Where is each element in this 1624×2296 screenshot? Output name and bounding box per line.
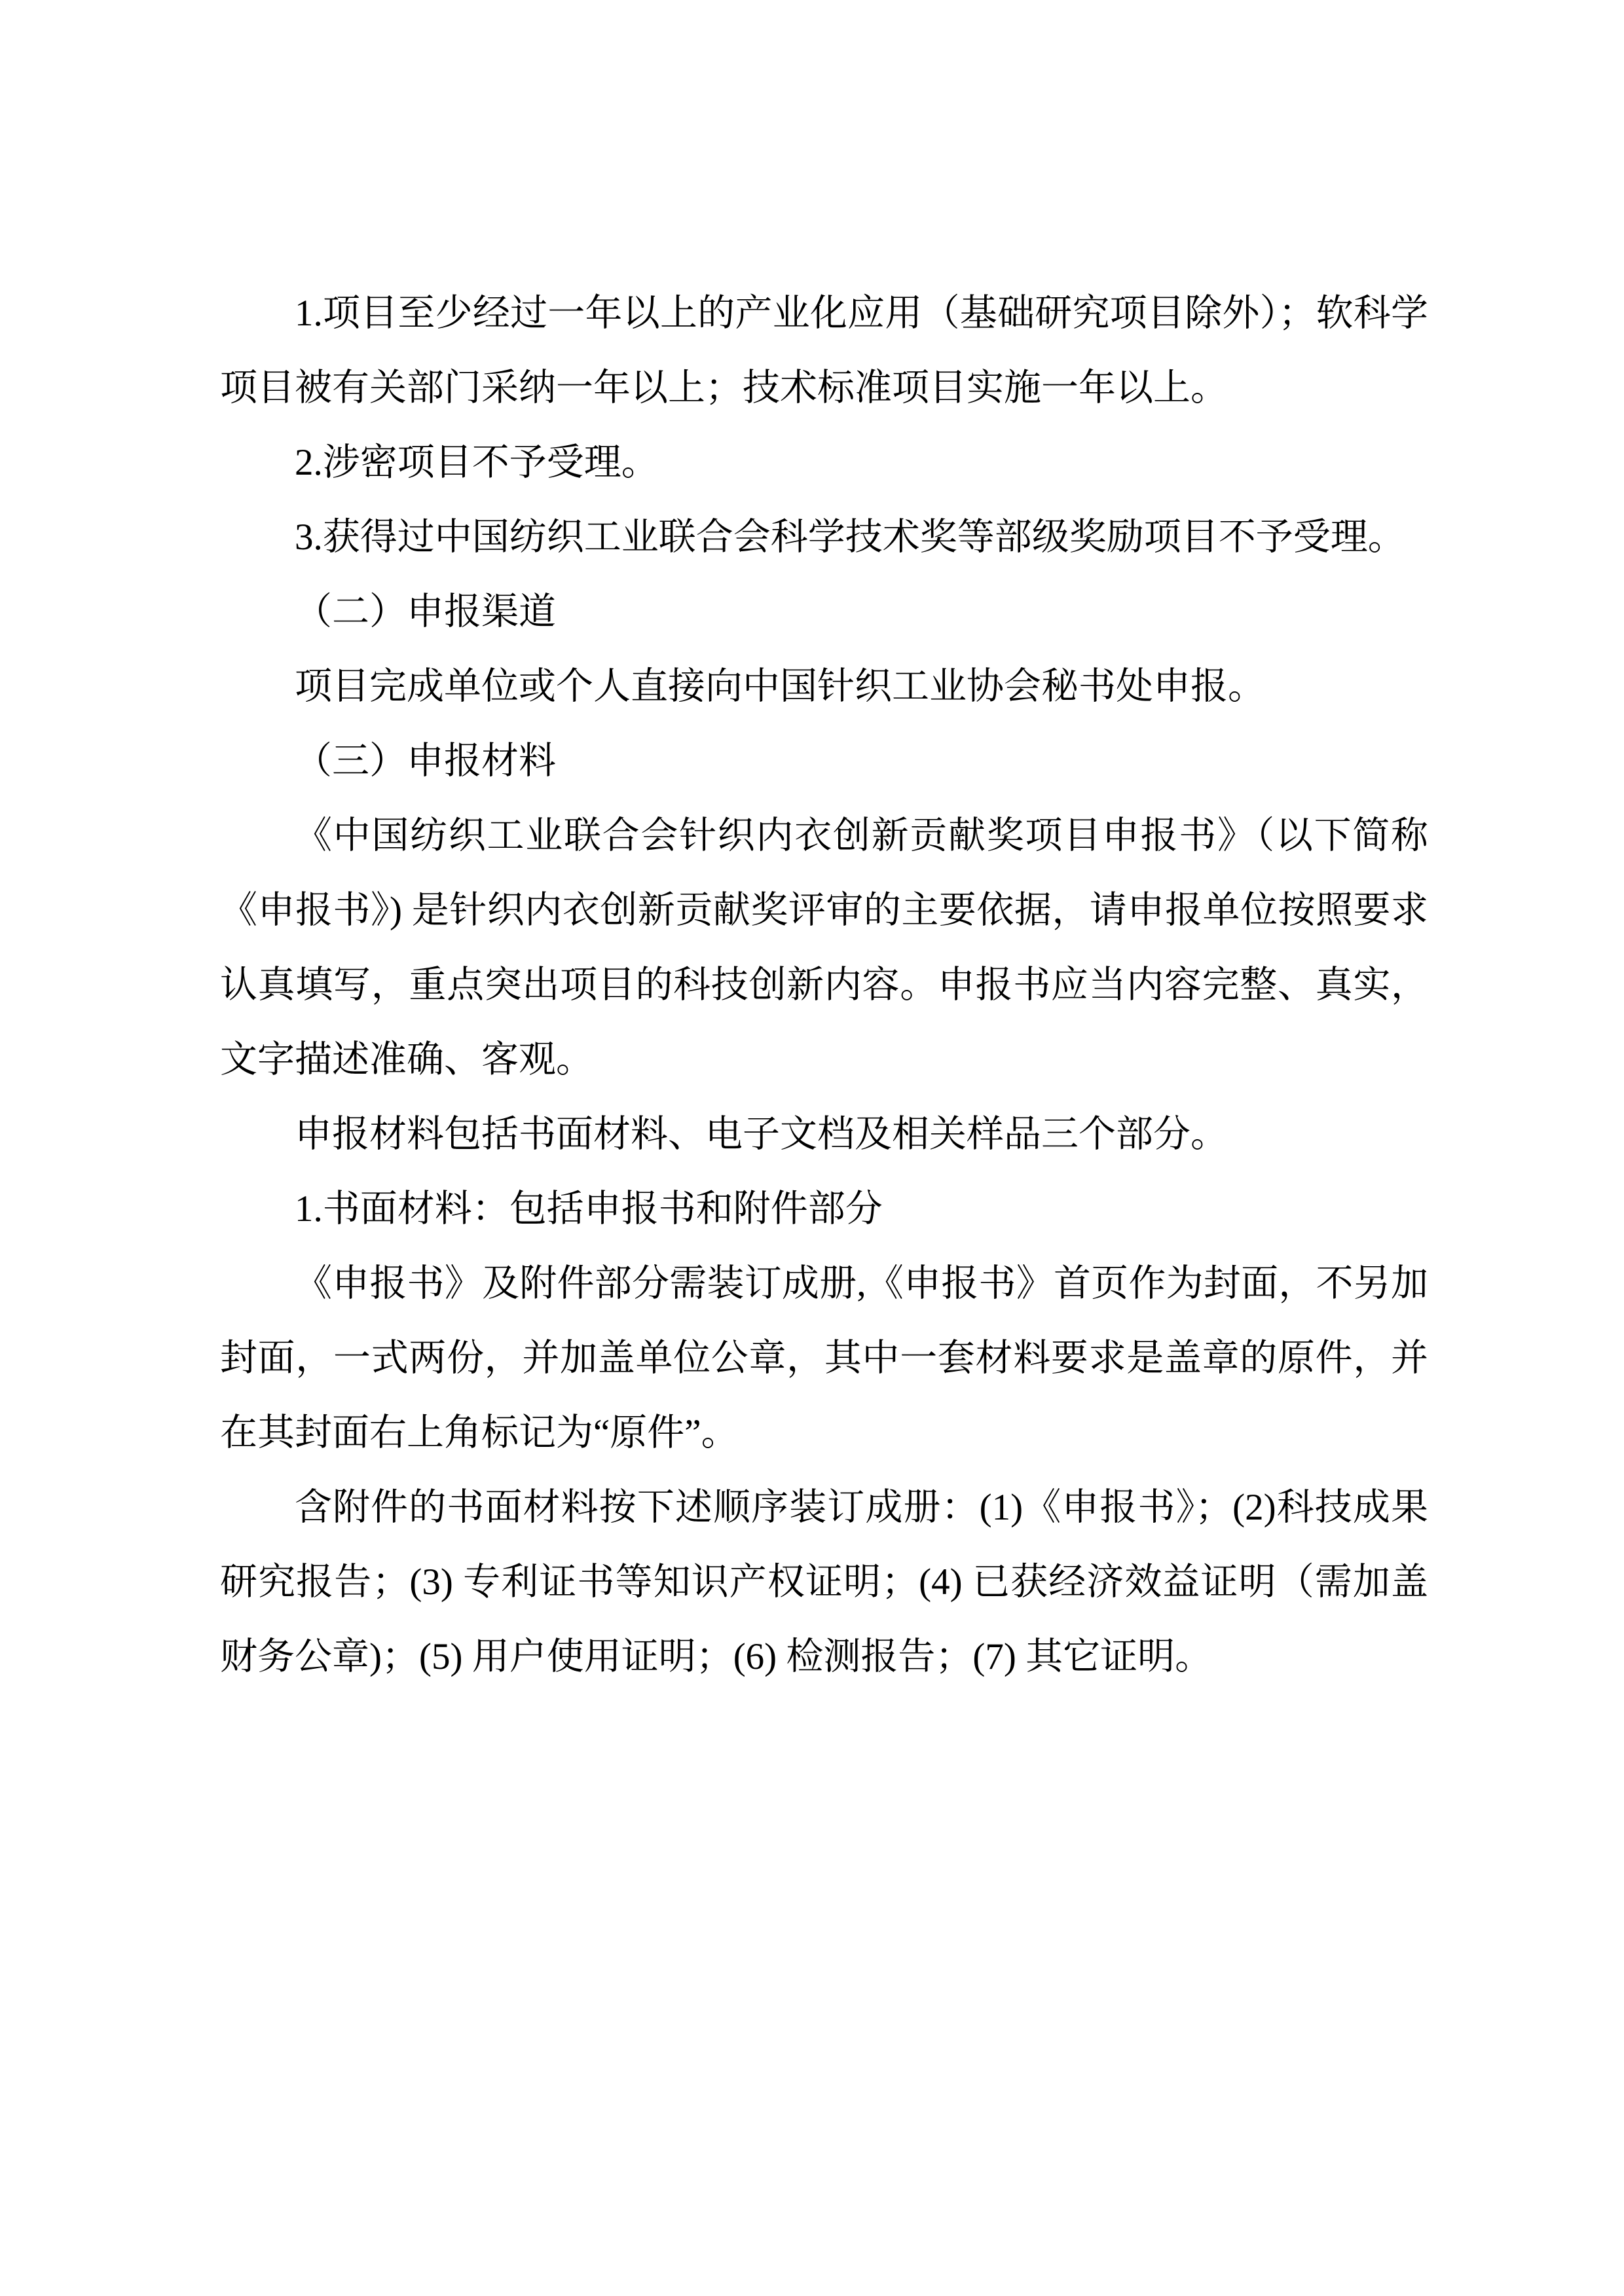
paragraph-eligibility-rule-3: 3.获得过中国纺织工业联合会科学技术奖等部级奖励项目不予受理。 — [295, 517, 1405, 558]
paragraph-application-channel: 项目完成单位或个人直接向中国针织工业协会秘书处申报。 — [295, 666, 1265, 707]
paragraph-written-materials-heading: 1.书面材料：包括申报书和附件部分 — [295, 1188, 883, 1230]
section-heading-application-materials: （三）申报材料 — [295, 740, 556, 782]
paragraph-materials-three-parts: 申报材料包括书面材料、电子文档及相关样品三个部分。 — [295, 1114, 1228, 1155]
paragraph-eligibility-rule-1: 1.项目至少经过一年以上的产业化应用（基础研究项目除外）；软科学项目被有关部门采纳一年以上；技术标准项目实施一年以上。 — [220, 293, 1428, 409]
paragraph-eligibility-rule-2: 2.涉密项目不予受理。 — [295, 442, 659, 483]
paragraph-binding-order: 含附件的书面材料按下述顺序装订成册：(1)《申报书》；(2)科技成果研究报告；(3) 专利证书等知识产权证明；(4) 已获经济效益证明（需加盖财务公章)；(5) 用户使用证明；(6) 检测报告；(7) 其它证明。 — [220, 1487, 1428, 1677]
paragraph-binding-requirements: 《申报书》及附件部分需装订成册,《申报书》首页作为封面，不另加封面，一式两份，并加盖单位公章，其中一套材料要求是盖章的原件，并在其封面右上角标记为“原件”。 — [220, 1263, 1428, 1453]
section-heading-application-channel: （二）申报渠道 — [295, 591, 556, 632]
paragraph-application-form-intro: 《中国纺织工业联合会针织内衣创新贡献奖项目申报书》（以下简称《申报书》) 是针织内衣创新贡献奖评审的主要依据，请申报单位按照要求认真填写，重点突出项目的科技创新内容。申报书应当内容完整、真实，文字描述准确、客观。 — [220, 815, 1428, 1080]
document-text-block — [220, 276, 1428, 1694]
